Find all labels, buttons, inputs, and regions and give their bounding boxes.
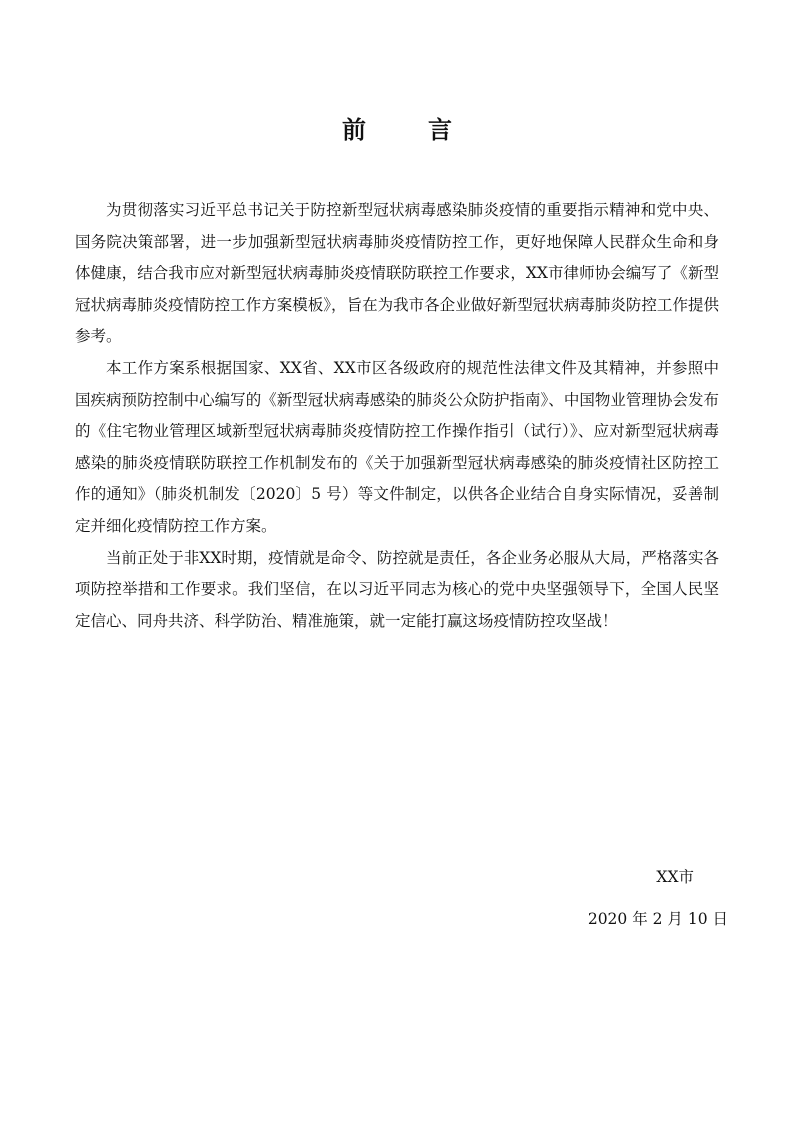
signature-date: 2020 年 2 月 10 日 <box>587 910 728 928</box>
preface-body <box>75 195 719 637</box>
paragraph-2: 本工作方案系根据国家、XX省、XX市区各级政府的规范性法律文件及其精神，并参照中国疾病预防控制中心编写的《新型冠状病毒感染的肺炎公众防护指南》、中国物业管理协会发布的《住宅物业管理区域新型冠状病毒肺炎疫情防控工作操作指引（试行）》、应对新型冠状病毒感染的肺炎疫情联防联控工作机制发布的《关于加强新型冠状病毒感染的肺炎疫情社区防控工作的通知》（肺炎机制发〔2020〕5 号）等文件制定，以供各企业结合自身实际情况，妥善制定并细化疫情防控工作方案。 <box>75 358 719 535</box>
signature-org: XX市 <box>656 868 694 886</box>
title-char-2: 言 <box>428 116 452 144</box>
page-title <box>0 110 794 145</box>
signature-block <box>588 856 728 940</box>
paragraph-1: 为贯彻落实习近平总书记关于防控新型冠状病毒感染肺炎疫情的重要指示精神和党中央、国务院决策部署，进一步加强新型冠状病毒肺炎疫情防控工作，更好地保障人民群众生命和身体健康，结合我市应对新型冠状病毒肺炎疫情联防联控工作要求，XX市律师协会编写了《新型冠状病毒肺炎疫情防控工作方案模板》，旨在为我市各企业做好新型冠状病毒肺炎防控工作提供参考。 <box>75 201 719 346</box>
title-char-1: 前 <box>342 116 366 144</box>
paragraph-3: 当前正处于非XX时期，疫情就是命令、防控就是责任，各企业务必服从大局，严格落实各项防控举措和工作要求。我们坚信，在以习近平同志为核心的党中央坚强领导下，全国人民坚定信心、同舟共济、科学防治、精准施策，就一定能打赢这场疫情防控攻坚战！ <box>75 548 719 630</box>
